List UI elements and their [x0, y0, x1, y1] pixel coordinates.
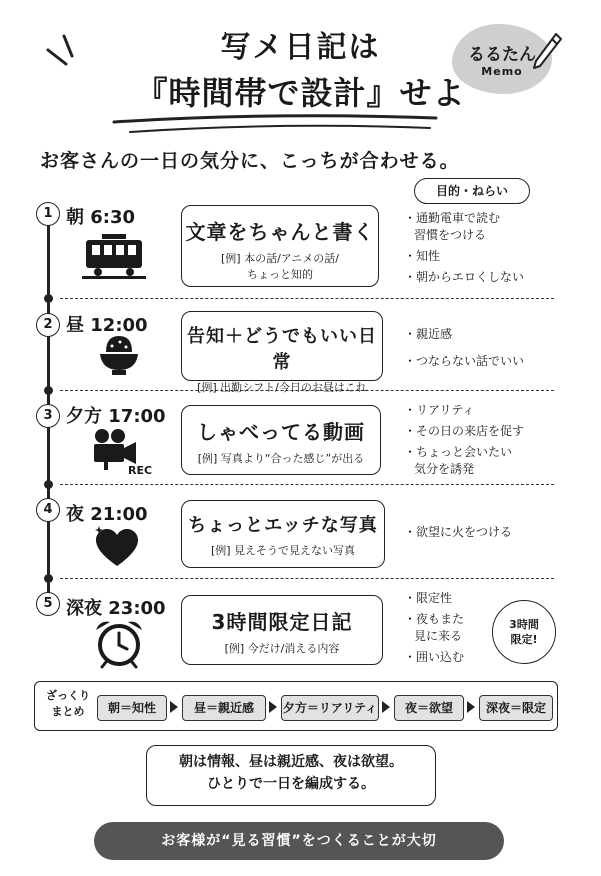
slot-example: [例] 見えそうで見えない写真 [210, 544, 356, 557]
bullet-item: ・リアリティ [404, 403, 475, 417]
bullet-item: ・限定性 [404, 591, 453, 605]
bullet-item: ・通勤電車で読む [404, 211, 501, 225]
badge-line: 限定! [510, 633, 538, 646]
timeline-dot [44, 386, 53, 395]
summary-label-line: ざっくり [46, 689, 90, 702]
footer-banner: お客様が“見る習慣”をつくることが大切 [94, 822, 504, 860]
bullet-item: ・ちょっと会いたい [404, 445, 513, 459]
summary-chip: 夜＝欲望 [394, 695, 464, 721]
bullet-item: ・囲い込む [404, 650, 465, 664]
slot-number: 2 [36, 313, 60, 337]
slot-bullets [404, 402, 564, 482]
divider [60, 298, 554, 299]
slot-number: 3 [36, 404, 60, 428]
slot-time: 朝 6:30 [66, 207, 136, 228]
bullet-item: ・知性 [404, 249, 441, 263]
slot-content-box [181, 500, 385, 568]
slot-example-line: ちょっと知的 [247, 268, 313, 281]
bullet-item: ・欲望に火をつける [404, 525, 513, 539]
slot-title: 文章をちゃんと書く [185, 220, 375, 244]
purpose-label: 目的・ねらい [414, 178, 530, 204]
slot-content-box [181, 595, 383, 665]
slot-bullets [404, 590, 494, 670]
divider [60, 578, 554, 579]
summary-chip: 深夜＝限定 [479, 695, 553, 721]
slot-title: 告知＋どうでもいい日常 [187, 326, 377, 373]
memo-label: Memo [481, 65, 523, 78]
slot-bullets [404, 210, 564, 290]
slot-content-box [181, 205, 379, 287]
page-title-line1: 写メ日記は [220, 30, 381, 65]
timeline-dot [44, 574, 53, 583]
rice-bowl-icon [96, 332, 142, 378]
summary-label-line: まとめ [51, 705, 85, 718]
bullet-item: ・つならない話でいい [404, 354, 525, 368]
conclusion-box [146, 745, 436, 806]
slot-time: 深夜 23:00 [66, 598, 166, 619]
slot-content-box [181, 405, 381, 475]
slot-number: 4 [36, 498, 60, 522]
slot-number: 1 [36, 202, 60, 226]
subtitle: お客さんの一日の気分に、こっちが合わせる。 [40, 150, 460, 172]
slot-example [182, 251, 378, 283]
summary-chip: 昼＝親近感 [182, 695, 266, 721]
conclusion-line: ひとりで一日を編成する。 [207, 776, 375, 792]
bullet-item: ・その日の来店を促す [404, 424, 525, 438]
timeline-dot [44, 294, 53, 303]
slot-bullets [404, 326, 564, 374]
arrow-right-icon [467, 701, 475, 713]
memo-name: るるたん [468, 45, 536, 65]
arrow-right-icon [269, 701, 277, 713]
slot-example: [例] 出勤シフト/今日のお昼はこれ [197, 381, 367, 394]
summary-chip: 夕方＝リアリティ [281, 695, 379, 721]
slot-time: 昼 12:00 [66, 315, 148, 336]
bullet-item: 習慣をつける [414, 228, 487, 242]
title-underline [110, 112, 440, 136]
conclusion-line: 朝は情報、昼は親近感、夜は欲望。 [179, 754, 403, 770]
slot-title: 3時間限定日記 [211, 610, 353, 634]
arrow-right-icon [170, 701, 178, 713]
pencil-icon [528, 30, 564, 74]
slot-example: [例] 写真より“合った感じ”が出る [197, 452, 365, 465]
bullet-item: 見に来る [414, 629, 463, 643]
page-title-line2: 『時間帯で設計』せよ [135, 74, 466, 112]
summary-box [34, 681, 558, 731]
slot-title: しゃべってる動画 [197, 420, 365, 444]
summary-label [43, 688, 93, 720]
rec-label: REC [128, 464, 153, 477]
bullet-item: 気分を誘発 [414, 462, 475, 476]
slot-time: 夜 21:00 [66, 504, 148, 525]
heart-icon [92, 524, 142, 568]
slot-bullets [404, 524, 564, 545]
bullet-item: ・朝からエロくしない [404, 270, 525, 284]
limited-badge [492, 600, 556, 664]
train-icon [82, 232, 146, 280]
bullet-item: ・夜もまた [404, 612, 465, 626]
arrow-right-icon [382, 701, 390, 713]
slot-example: [例] 今だけ/消える内容 [224, 642, 340, 655]
bullet-item: ・親近感 [404, 327, 453, 341]
alarm-clock-icon [92, 616, 146, 670]
slot-number: 5 [36, 592, 60, 616]
slot-time: 夕方 17:00 [66, 406, 166, 427]
slot-content-box [181, 311, 383, 394]
badge-line: 3時間 [509, 618, 539, 631]
divider [60, 484, 554, 485]
slot-example-line: [例] 本の話/アニメの話/ [221, 252, 339, 265]
slot-title: ちょっとエッチな写真 [188, 515, 378, 536]
summary-chip: 朝＝知性 [97, 695, 167, 721]
timeline-dot [44, 480, 53, 489]
